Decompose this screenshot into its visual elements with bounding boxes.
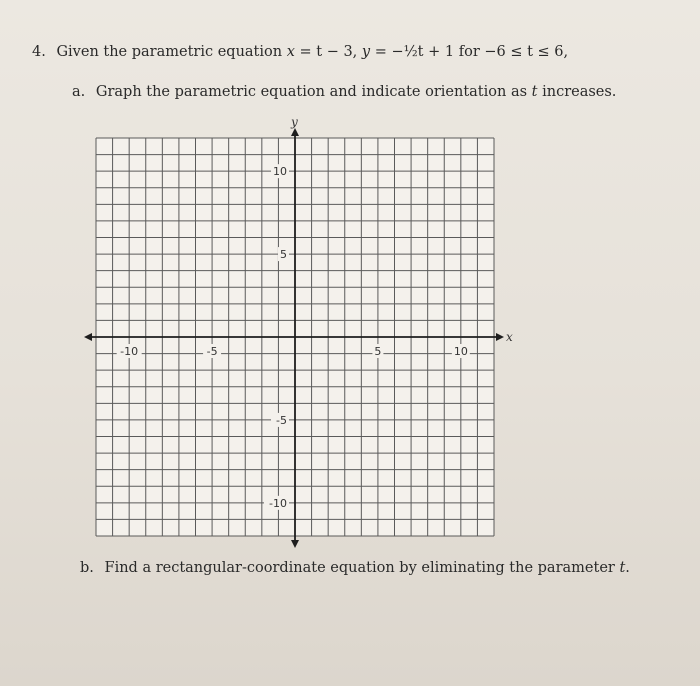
y-variable: y (361, 44, 371, 60)
x-equation: = t − 3, (294, 44, 358, 60)
part-b-text: Find a rectangular-coordinate equation by eliminating the parameter (104, 560, 615, 576)
y-tick-label: -10 (269, 496, 287, 510)
part-a-text-end: increases. (542, 84, 617, 100)
x-axis-arrow-right (496, 333, 504, 341)
x-axis-label: x (506, 330, 513, 344)
part-a-variable: t (531, 84, 538, 100)
x-tick-label: -10 (120, 345, 139, 358)
x-tick-label: -5 (206, 345, 218, 358)
part-b-prompt (80, 560, 630, 576)
problem-number: 4. (32, 44, 46, 60)
y-axis-arrow-down (291, 540, 299, 548)
x-tick-label: 5 (374, 345, 382, 358)
y-tick-label: 10 (273, 165, 287, 179)
y-tick-label: 5 (280, 248, 287, 262)
part-b-variable: t (619, 560, 626, 576)
problem-intro: Given the parametric equation (56, 44, 283, 60)
x-variable: x (286, 44, 295, 60)
y-tick-label: -5 (276, 413, 287, 427)
parameter-domain: for −6 ≤ t ≤ 6, (454, 44, 569, 60)
part-a-text: Graph the parametric equation and indicate orientation as (95, 84, 528, 100)
x-tick-label: 10 (453, 345, 468, 358)
y-axis-arrow-up (291, 128, 299, 136)
y-axis-label: y (291, 115, 298, 129)
x-axis-arrow-left (84, 333, 92, 341)
y-equation: = −½t + 1 (370, 44, 455, 60)
part-b-label: b. (80, 560, 94, 576)
part-b-text-end: . (625, 560, 630, 576)
part-a-label: a. (72, 84, 86, 100)
